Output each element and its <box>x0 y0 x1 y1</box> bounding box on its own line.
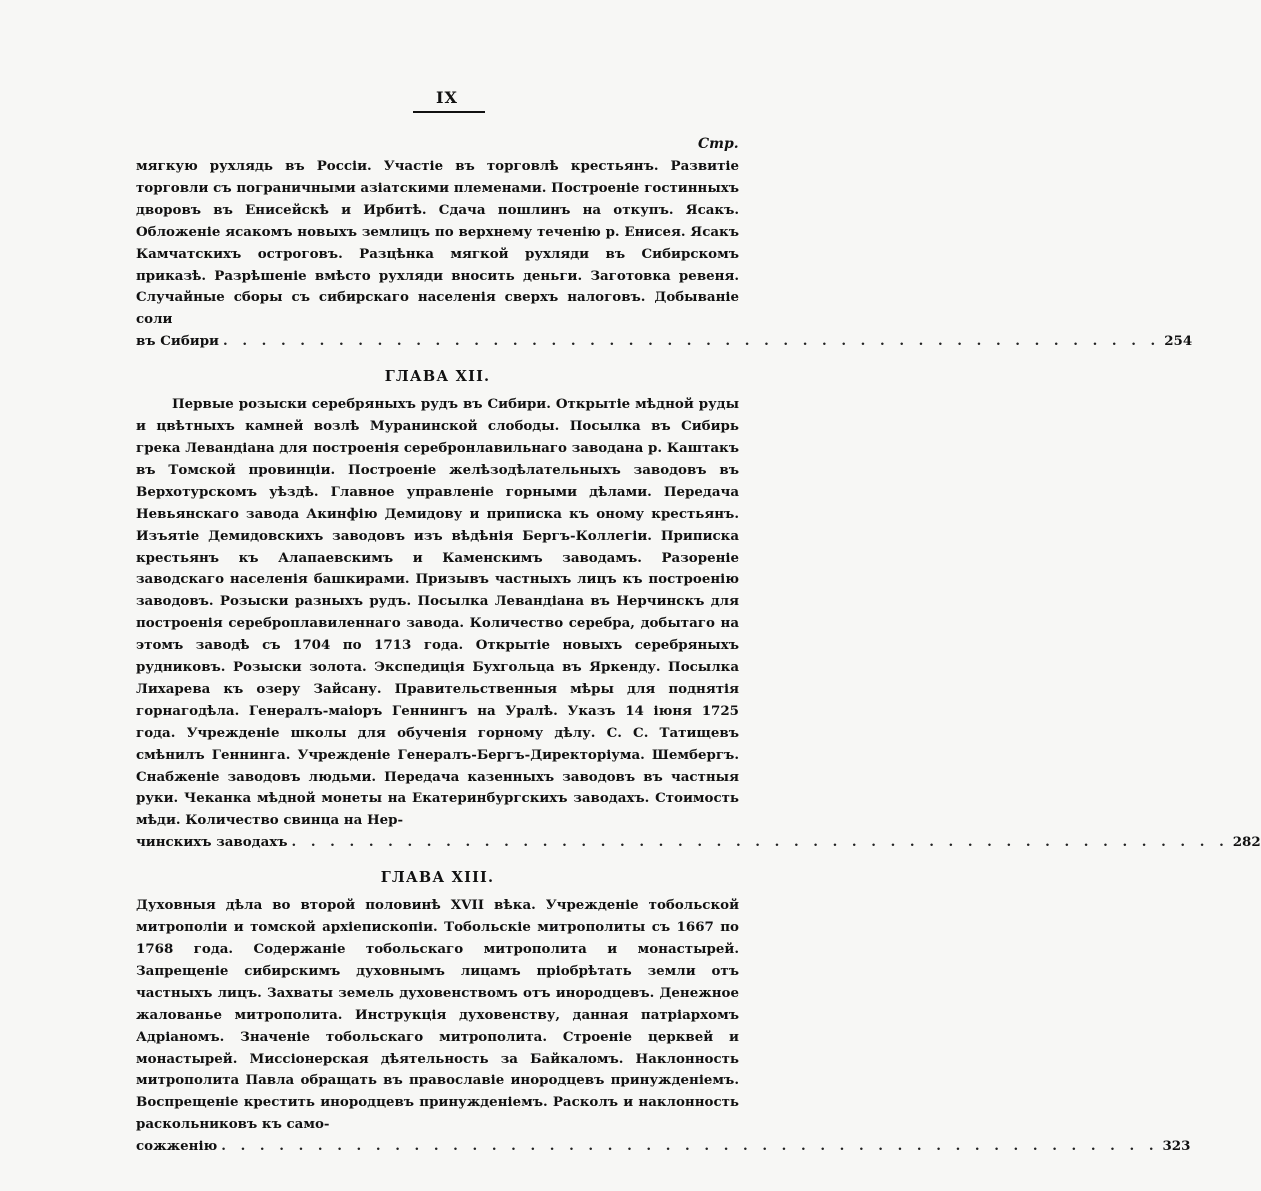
final-line-text: въ Сибири <box>136 333 219 350</box>
section-summary: Первые розыски серебряныхъ рудъ въ Сибири. Открытіе мѣдной руды и цвѣтныхъ камней возлѣ Муранинской слободы. Посылка въ Сибирь грека Левандіана для построенія серебронлавильнаго заводана р. Каштакъ въ Томской провинціи. Построеніе желѣзодѣлательныхъ заводовъ въ Верхотурскомъ уѣздѣ. Главное управленіе горными дѣлами. Передача Невьянскаго завода Акинфію Демидову и приписка къ оному крестьянъ. Изъятіе Демидовскихъ заводовъ изъ вѣдѣнія Бергъ-Коллегіи. Приписка крестьянъ къ Алапаевскимъ и Каменскимъ заводамъ. Разореніе заводскаго населенія башкирами. Призывъ частныхъ лицъ къ построенію заводовъ. Розыски разныхъ рудъ. Посылка Левандіана въ Нерчинскъ для построенія сереброплавиленнаго завода. Количество серебра, добытаго на этомъ заводѣ съ 1704 по 1713 года. Открытіе новыхъ серебряныхъ рудниковъ. Розыски золота. Экспедиція Бухгольца въ Яркенду. Посылка Лихарева къ озеру Зайсану. Правительственныя мѣры для поднятія горнагодѣла. Генералъ-маіоръ Геннингъ на Уралѣ. Указъ 14 іюня 1725 года. Учрежденіе школы для обученія горному дѣлу. С. С. Татищевъ смѣнилъ Геннинга. Учрежденіе Генералъ-Бергъ-Директоріума. Шембергъ. Снабженіе заводовъ людьми. Передача казенныхъ заводовъ въ частныя руки. Чеканка мѣдной монеты на Екатеринбургскихъ заводахъ. Стоимость мѣди. Количество свинца на Нер- <box>136 396 739 829</box>
section-chapter-xi-continued <box>136 156 1193 353</box>
final-line-text: чинскихъ заводахъ <box>136 834 288 851</box>
section-summary: Духовныя дѣла во второй половинѣ XVII вѣка. Учрежденіе тобольской митрополіи и томской архіепископіи. Тобольскіе митрополиты съ 1667 по 1768 года. Содержаніе тобольскаго митрополита и монастырей. Запрещеніе сибирскимъ духовнымъ лицамъ пріобрѣтать земли отъ частныхъ лицъ. Захваты земель духовенствомъ отъ инородцевъ. Денежное жалованье митрополита. Инструкція духовенству, данная патріархомъ Адріаномъ. Значеніе тобольскаго митрополита. Строеніе церквей и монастырей. Миссіонерская дѣятельность за Байкаломъ. Наклонность митрополита Павла обращать въ православіе инородцевъ принужденіемъ. Воспрещеніе крестить инородцевъ принужденіемъ. Расколъ и наклонность раскольниковъ къ само- <box>136 897 739 1133</box>
page-number-rule <box>413 111 485 113</box>
page-number: IX <box>436 88 458 107</box>
section-entry-final-line <box>136 1136 1191 1158</box>
dot-leader: . . . . . . . . . . . . . . . . . . . . . . . . . . . . . . . . . . . . . . . . . . . . . . . . . <box>221 1138 1159 1155</box>
chapter-xii-title: ГЛАВА XII. <box>384 368 491 386</box>
section-entry-final-line <box>136 331 1193 353</box>
dot-leader: . . . . . . . . . . . . . . . . . . . . . . . . . . . . . . . . . . . . . . . . . . . . . . . . . <box>223 333 1161 350</box>
table-of-contents <box>136 156 1261 1158</box>
page-reference: 282 <box>1232 834 1261 851</box>
dot-leader: . . . . . . . . . . . . . . . . . . . . . . . . . . . . . . . . . . . . . . . . . . . . . . . . . <box>291 834 1229 851</box>
section-chapter-xii <box>136 394 1261 854</box>
page-column-label: Стр. <box>698 136 739 152</box>
page-reference: 254 <box>1164 333 1193 350</box>
chapter-xiii-title: ГЛАВА XIII. <box>380 869 495 887</box>
section-entry-final-line <box>136 832 1261 854</box>
page-reference: 323 <box>1162 1138 1191 1155</box>
section-summary: мягкую рухлядь въ Россіи. Участіе въ торговлѣ крестьянъ. Развитіе торговли съ пограничными азіатскими племенами. Построеніе гостинныхъ дворовъ въ Енисейскѣ и Ирбитѣ. Сдача пошлинъ на откупъ. Ясакъ. Обложеніе ясакомъ новыхъ землицъ по верхнему теченію р. Енисея. Ясакъ Камчатскихъ остроговъ. Разцѣнка мягкой рухляди въ Сибирскомъ приказѣ. Разрѣшеніе вмѣсто рухляди вносить деньги. Заготовка ревеня. Случайные сборы съ сибирскаго населенія сверхъ налоговъ. Добываніе соли <box>136 158 739 328</box>
section-chapter-xiii <box>136 895 1191 1158</box>
final-line-text: сожженію <box>136 1138 218 1155</box>
